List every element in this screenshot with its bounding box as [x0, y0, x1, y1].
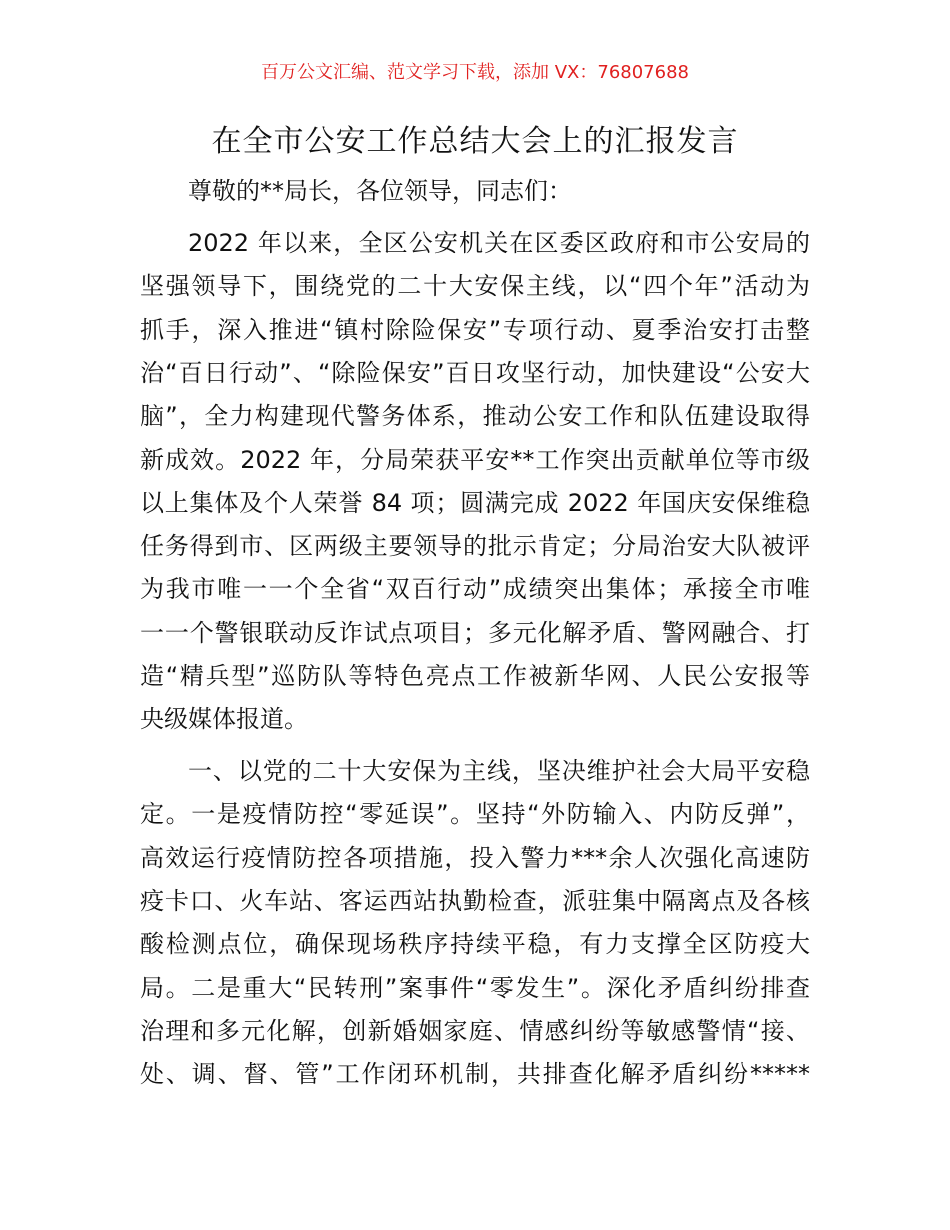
paragraph-line: 治理和多元化解，创新婚姻家庭、情感纠纷等敏感警情“接、 — [140, 1016, 810, 1045]
paragraph-line: 高效运行疫情防控各项措施，投入警力***余人次强化高速防 — [140, 843, 810, 872]
paragraph-line: 一一个警银联动反诈试点项目；多元化解矛盾、警网融合、打 — [140, 618, 810, 647]
watermark-header: 百万公文汇编、范文学习下载，添加 VX：76807688 — [261, 62, 689, 83]
paragraph-line: 局。二是重大“民转刑”案事件“零发生”。深化矛盾纠纷排查 — [140, 973, 810, 1002]
paragraph-line: 任务得到市、区两级主要领导的批示肯定；分局治安大队被评 — [140, 532, 810, 561]
paragraph-line: 为我市唯一一个全省“双百行动”成绩突出集体；承接全市唯 — [140, 575, 810, 604]
paragraph-line: 脑”，全力构建现代警务体系，推动公安工作和队伍建设取得 — [140, 402, 810, 431]
paragraph-line: 抓手，深入推进“镇村除险保安”专项行动、夏季治安打击整 — [140, 315, 810, 344]
paragraph-line: 定。一是疫情防控“零延误”。坚持“外防输入、内防反弹”， — [140, 800, 810, 829]
salutation: 尊敬的**局长，各位领导，同志们： — [188, 177, 572, 205]
paragraph-line: 治“百日行动”、“除险保安”百日攻坚行动，加快建设“公安大 — [140, 358, 810, 387]
paragraph-line: 处、调、督、管”工作闭环机制，共排查化解矛盾纠纷***** — [140, 1060, 810, 1089]
paragraph-line: 以上集体及个人荣誉 84 项；圆满完成 2022 年国庆安保维稳 — [140, 488, 810, 517]
paragraph-line: 造“精兵型”巡防队等特色亮点工作被新华网、人民公安报等 — [140, 662, 810, 690]
paragraph-line: 坚强领导下，围绕党的二十大安保主线，以“四个年”活动为 — [140, 272, 810, 301]
paragraph-line: 酸检测点位，确保现场秩序持续平稳，有力支撑全区防疫大 — [140, 930, 810, 959]
paragraph-line: 疫卡口、火车站、客运西站执勤检查，派驻集中隔离点及各核 — [140, 886, 810, 915]
paragraph-line: 央级媒体报道。 — [140, 705, 308, 734]
paragraph-line: 2022 年以来，全区公安机关在区委区政府和市公安局的 — [188, 229, 810, 257]
paragraph-line: 一、以党的二十大安保为主线，坚决维护社会大局平安稳 — [188, 757, 810, 785]
document-title: 在全市公安工作总结大会上的汇报发言 — [211, 124, 739, 159]
paragraph-line: 新成效。2022 年，分局荣获平安**工作突出贡献单位等市级 — [140, 445, 810, 474]
